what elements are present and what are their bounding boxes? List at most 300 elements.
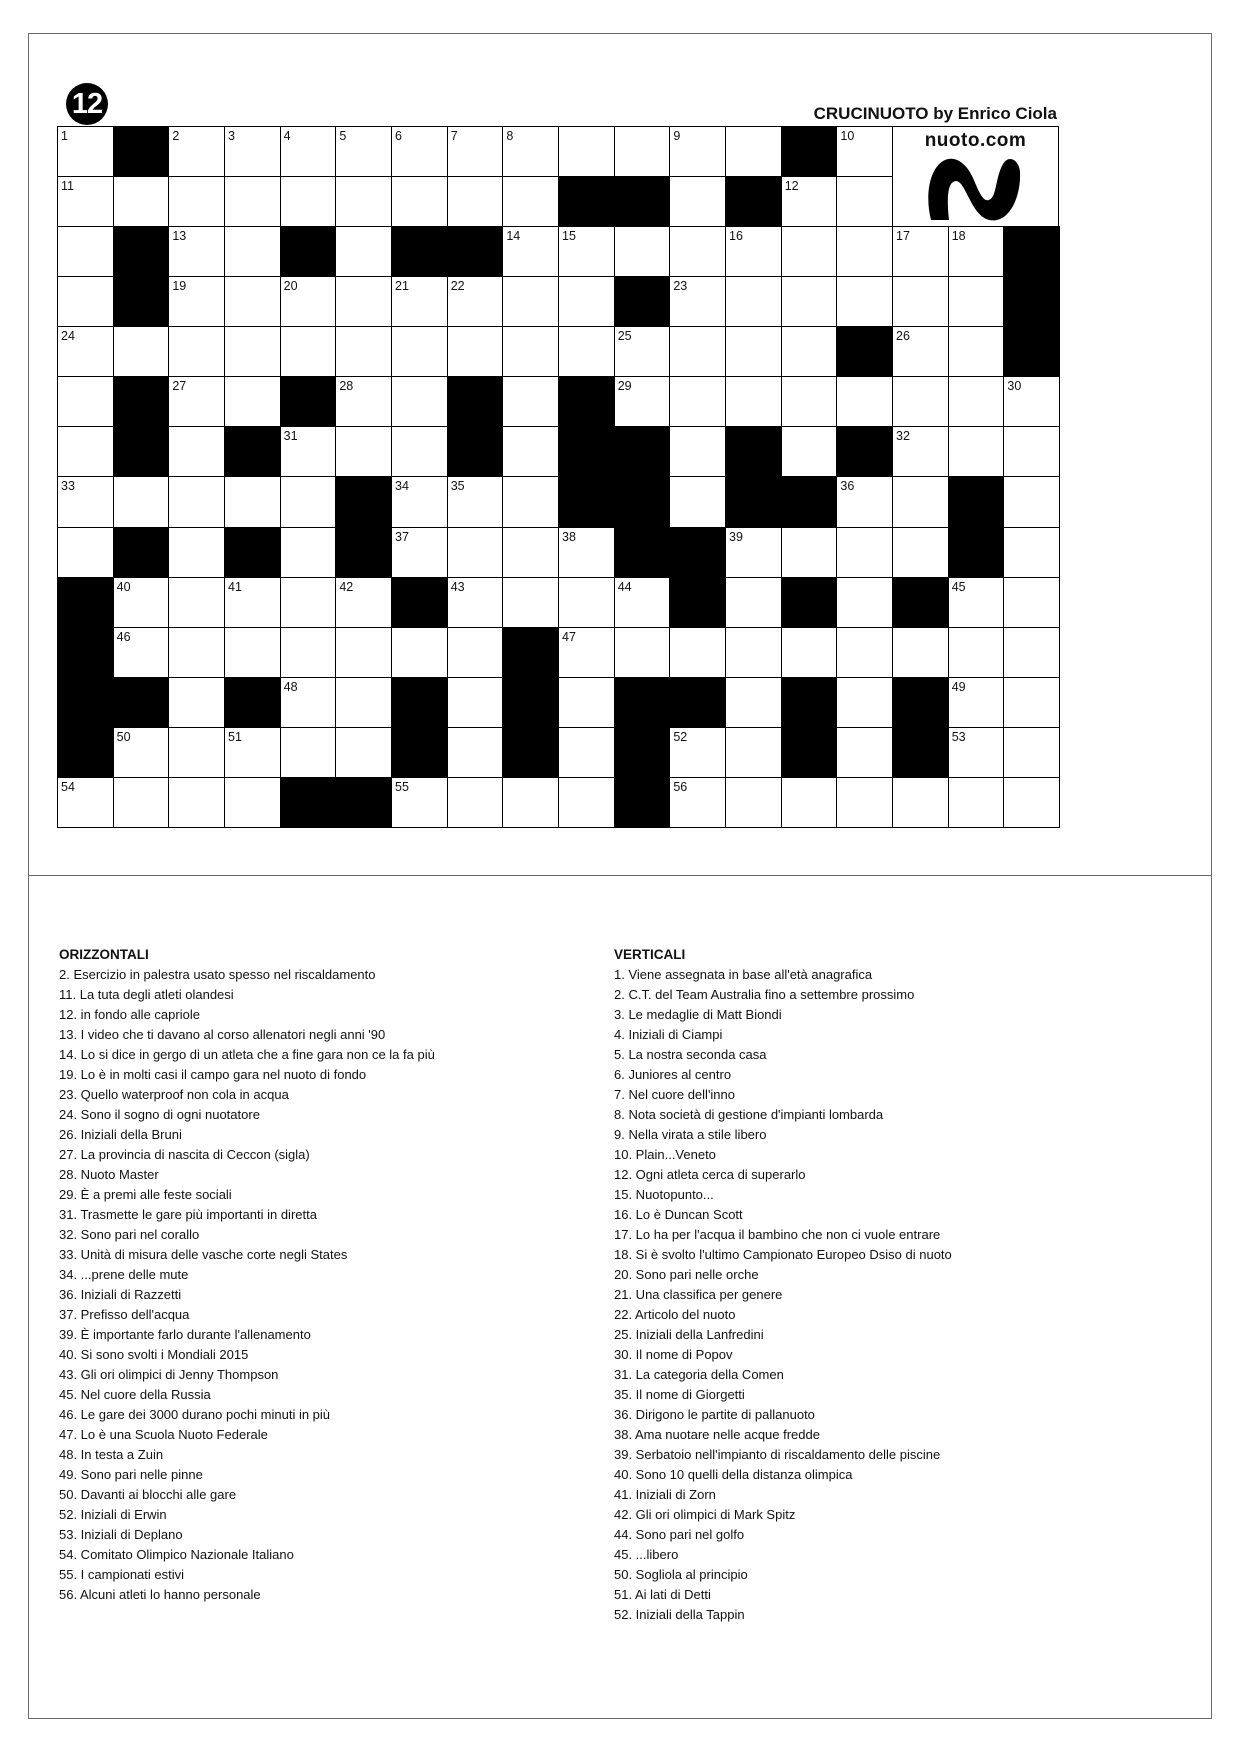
grid-cell[interactable] bbox=[1003, 426, 1060, 477]
down-clue: 12. Ogni atleta cerca di superarlo bbox=[614, 1167, 806, 1182]
clue-number: 22 bbox=[450, 279, 465, 294]
grid-cell[interactable] bbox=[447, 577, 504, 628]
grid-cell[interactable] bbox=[335, 627, 392, 678]
grid-cell[interactable] bbox=[558, 627, 615, 678]
black-cell bbox=[57, 577, 114, 628]
grid-cell[interactable] bbox=[447, 727, 504, 778]
grid-cell[interactable] bbox=[224, 627, 281, 678]
down-clue: 4. Iniziali di Ciampi bbox=[614, 1027, 723, 1042]
grid-cell[interactable] bbox=[168, 677, 225, 728]
grid-cell[interactable] bbox=[725, 376, 782, 427]
grid-cell[interactable] bbox=[558, 527, 615, 578]
down-clue: 10. Plain...Veneto bbox=[614, 1147, 716, 1162]
clue-number: 18 bbox=[951, 229, 966, 244]
grid-cell[interactable] bbox=[1003, 577, 1060, 628]
grid-cell[interactable] bbox=[836, 727, 893, 778]
across-clue: 29. È a premi alle feste sociali bbox=[59, 1187, 232, 1202]
across-clue: 33. Unità di misura delle vasche corte negli States bbox=[59, 1247, 348, 1262]
grid-cell[interactable] bbox=[892, 777, 949, 828]
grid-cell[interactable] bbox=[836, 276, 893, 327]
grid-cell[interactable] bbox=[57, 376, 114, 427]
across-clue: 53. Iniziali di Deplano bbox=[59, 1527, 183, 1542]
grid-cell[interactable] bbox=[614, 577, 671, 628]
grid-cell[interactable] bbox=[391, 126, 448, 177]
grid-cell[interactable] bbox=[892, 426, 949, 477]
grid-cell[interactable] bbox=[948, 727, 1005, 778]
black-cell bbox=[725, 176, 782, 227]
grid-cell[interactable] bbox=[335, 126, 392, 177]
grid-cell[interactable] bbox=[391, 777, 448, 828]
across-clue: 28. Nuoto Master bbox=[59, 1167, 159, 1182]
grid-cell[interactable] bbox=[57, 176, 114, 227]
grid-cell[interactable] bbox=[948, 677, 1005, 728]
grid-cell[interactable] bbox=[391, 426, 448, 477]
grid-cell[interactable] bbox=[447, 527, 504, 578]
grid-cell[interactable] bbox=[57, 276, 114, 327]
across-clue: 34. ...prene delle mute bbox=[59, 1267, 189, 1282]
grid-cell[interactable] bbox=[1003, 476, 1060, 527]
grid-cell[interactable] bbox=[781, 276, 838, 327]
grid-cell[interactable] bbox=[57, 126, 114, 177]
across-clue: 45. Nel cuore della Russia bbox=[59, 1387, 211, 1402]
clue-number: 51 bbox=[228, 729, 242, 744]
grid-cell[interactable] bbox=[280, 627, 337, 678]
down-clue: 45. ...libero bbox=[614, 1547, 679, 1562]
clue-number: 23 bbox=[673, 279, 688, 294]
clue-number: 31 bbox=[283, 429, 298, 444]
grid-cell[interactable] bbox=[836, 577, 893, 628]
grid-cell[interactable] bbox=[669, 627, 726, 678]
clue-number: 53 bbox=[951, 729, 966, 744]
across-list bbox=[59, 965, 435, 1605]
grid-cell[interactable] bbox=[614, 376, 671, 427]
grid-cell[interactable] bbox=[335, 426, 392, 477]
grid-cell[interactable] bbox=[168, 727, 225, 778]
black-cell bbox=[614, 527, 671, 578]
grid-cell[interactable] bbox=[391, 326, 448, 377]
grid-cell[interactable] bbox=[948, 326, 1005, 377]
clue-number: 28 bbox=[339, 379, 354, 394]
grid-cell[interactable] bbox=[614, 126, 671, 177]
grid-cell[interactable] bbox=[725, 577, 782, 628]
grid-cell[interactable] bbox=[224, 476, 281, 527]
grid-cell[interactable] bbox=[614, 627, 671, 678]
grid-cell[interactable] bbox=[948, 376, 1005, 427]
grid-cell[interactable] bbox=[558, 727, 615, 778]
clue-number: 50 bbox=[116, 729, 131, 744]
grid-cell[interactable] bbox=[1003, 376, 1060, 427]
grid-cell[interactable] bbox=[781, 176, 838, 227]
grid-cell[interactable] bbox=[335, 677, 392, 728]
grid-cell[interactable] bbox=[113, 777, 170, 828]
black-cell bbox=[113, 276, 170, 327]
grid-cell[interactable] bbox=[168, 577, 225, 628]
grid-cell[interactable] bbox=[669, 426, 726, 477]
black-cell bbox=[669, 677, 726, 728]
down-clue: 40. Sono 10 quelli della distanza olimpica bbox=[614, 1467, 853, 1482]
down-heading: VERTICALI bbox=[614, 947, 686, 962]
grid-cell[interactable] bbox=[224, 276, 281, 327]
grid-cell[interactable] bbox=[725, 326, 782, 377]
grid-cell[interactable] bbox=[113, 577, 170, 628]
grid-cell[interactable] bbox=[280, 176, 337, 227]
grid-cell[interactable] bbox=[558, 226, 615, 277]
nuoto-logo bbox=[893, 126, 1059, 226]
grid-cell[interactable] bbox=[836, 476, 893, 527]
grid-cell[interactable] bbox=[836, 677, 893, 728]
grid-cell[interactable] bbox=[168, 326, 225, 377]
grid-cell[interactable] bbox=[948, 226, 1005, 277]
grid-cell[interactable] bbox=[892, 627, 949, 678]
clue-number: 26 bbox=[896, 329, 910, 344]
grid-cell[interactable] bbox=[725, 627, 782, 678]
grid-cell[interactable] bbox=[948, 627, 1005, 678]
grid-cell[interactable] bbox=[502, 577, 559, 628]
grid-cell[interactable] bbox=[447, 777, 504, 828]
grid-cell[interactable] bbox=[892, 326, 949, 377]
down-clue: 7. Nel cuore dell'inno bbox=[614, 1087, 735, 1102]
grid-cell[interactable] bbox=[168, 527, 225, 578]
grid-cell[interactable] bbox=[669, 727, 726, 778]
black-cell bbox=[558, 426, 615, 477]
across-clue: 47. Lo è una Scuola Nuoto Federale bbox=[59, 1427, 268, 1442]
grid-cell[interactable] bbox=[335, 276, 392, 327]
grid-cell[interactable] bbox=[669, 226, 726, 277]
grid-cell[interactable] bbox=[1003, 777, 1060, 828]
grid-cell[interactable] bbox=[614, 326, 671, 377]
grid-cell[interactable] bbox=[558, 326, 615, 377]
clue-number: 46 bbox=[116, 629, 131, 644]
black-cell bbox=[1003, 276, 1060, 327]
grid-cell[interactable] bbox=[948, 577, 1005, 628]
grid-cell[interactable] bbox=[335, 577, 392, 628]
grid-cell[interactable] bbox=[224, 126, 281, 177]
black-cell bbox=[113, 426, 170, 477]
down-clue: 51. Ai lati di Detti bbox=[614, 1587, 711, 1602]
clue-number: 52 bbox=[673, 729, 688, 744]
black-cell bbox=[113, 677, 170, 728]
black-cell bbox=[725, 426, 782, 477]
black-cell bbox=[224, 527, 281, 578]
clue-number: 41 bbox=[228, 579, 242, 594]
clue-number: 9 bbox=[673, 129, 681, 143]
black-cell bbox=[614, 727, 671, 778]
grid-cell[interactable] bbox=[502, 476, 559, 527]
down-clue: 15. Nuotopunto... bbox=[614, 1187, 714, 1202]
grid-cell[interactable] bbox=[113, 176, 170, 227]
down-clues bbox=[614, 945, 952, 1625]
grid-cell[interactable] bbox=[391, 276, 448, 327]
grid-cell[interactable] bbox=[558, 276, 615, 327]
down-clue: 20. Sono pari nelle orche bbox=[614, 1267, 759, 1282]
clue-number: 55 bbox=[395, 779, 409, 794]
grid-cell[interactable] bbox=[948, 777, 1005, 828]
grid-cell[interactable] bbox=[836, 226, 893, 277]
grid-cell[interactable] bbox=[948, 276, 1005, 327]
grid-cell[interactable] bbox=[280, 527, 337, 578]
grid-cell[interactable] bbox=[113, 627, 170, 678]
clue-number: 48 bbox=[283, 679, 298, 694]
grid-cell[interactable] bbox=[168, 376, 225, 427]
grid-cell[interactable] bbox=[669, 777, 726, 828]
grid-cell[interactable] bbox=[725, 126, 782, 177]
grid-cell[interactable] bbox=[669, 326, 726, 377]
crossword-grid bbox=[57, 126, 1059, 827]
grid-cell[interactable] bbox=[781, 226, 838, 277]
clue-number: 37 bbox=[395, 529, 409, 544]
grid-cell[interactable] bbox=[502, 176, 559, 227]
grid-cell[interactable] bbox=[168, 126, 225, 177]
grid-cell[interactable] bbox=[892, 527, 949, 578]
grid-cell[interactable] bbox=[57, 527, 114, 578]
grid-cell[interactable] bbox=[725, 727, 782, 778]
grid-cell[interactable] bbox=[447, 126, 504, 177]
grid-cell[interactable] bbox=[1003, 727, 1060, 778]
grid-cell[interactable] bbox=[57, 476, 114, 527]
grid-cell[interactable] bbox=[57, 777, 114, 828]
grid-cell[interactable] bbox=[669, 176, 726, 227]
grid-cell[interactable] bbox=[836, 627, 893, 678]
across-clue: 2. Esercizio in palestra usato spesso nel riscaldamento bbox=[59, 967, 376, 982]
down-clue: 5. La nostra seconda casa bbox=[614, 1047, 767, 1062]
grid-cell[interactable] bbox=[280, 426, 337, 477]
across-clue: 39. È importante farlo durante l'allenamento bbox=[59, 1327, 311, 1342]
grid-cell[interactable] bbox=[447, 176, 504, 227]
black-cell bbox=[558, 376, 615, 427]
clue-number: 17 bbox=[896, 229, 910, 244]
grid-cell[interactable] bbox=[280, 727, 337, 778]
across-clue: 50. Davanti ai blocchi alle gare bbox=[59, 1487, 237, 1502]
clue-number: 35 bbox=[450, 479, 465, 494]
grid-cell[interactable] bbox=[948, 426, 1005, 477]
clue-number: 49 bbox=[951, 679, 966, 694]
across-clue: 55. I campionati estivi bbox=[59, 1567, 185, 1582]
grid-cell[interactable] bbox=[335, 376, 392, 427]
black-cell bbox=[113, 527, 170, 578]
grid-cell[interactable] bbox=[224, 176, 281, 227]
clue-number: 42 bbox=[339, 579, 354, 594]
grid-cell[interactable] bbox=[113, 476, 170, 527]
grid-cell[interactable] bbox=[502, 376, 559, 427]
grid-cell[interactable] bbox=[892, 476, 949, 527]
grid-cell[interactable] bbox=[447, 677, 504, 728]
grid-cell[interactable] bbox=[614, 226, 671, 277]
grid-cell[interactable] bbox=[280, 677, 337, 728]
down-clue: 8. Nota società di gestione d'impianti lombarda bbox=[614, 1107, 884, 1122]
clue-number: 19 bbox=[172, 279, 187, 294]
grid-cell[interactable] bbox=[57, 426, 114, 477]
down-clue: 52. Iniziali della Tappin bbox=[614, 1607, 745, 1622]
grid-cell[interactable] bbox=[502, 126, 559, 177]
grid-cell[interactable] bbox=[781, 627, 838, 678]
grid-cell[interactable] bbox=[391, 176, 448, 227]
across-clue: 12. in fondo alle capriole bbox=[59, 1007, 200, 1022]
black-cell bbox=[781, 476, 838, 527]
grid-cell[interactable] bbox=[168, 777, 225, 828]
black-cell bbox=[948, 476, 1005, 527]
black-cell bbox=[614, 677, 671, 728]
grid-cell[interactable] bbox=[447, 326, 504, 377]
clue-number: 10 bbox=[840, 129, 855, 143]
grid-cell[interactable] bbox=[781, 777, 838, 828]
clue-number: 20 bbox=[283, 279, 298, 294]
grid-cell[interactable] bbox=[892, 226, 949, 277]
grid-cell[interactable] bbox=[669, 276, 726, 327]
down-clue: 18. Si è svolto l'ultimo Campionato Europeo Dsiso di nuoto bbox=[614, 1247, 952, 1262]
grid-cell[interactable] bbox=[57, 326, 114, 377]
grid-cell[interactable] bbox=[781, 326, 838, 377]
down-clue: 42. Gli ori olimpici di Mark Spitz bbox=[614, 1507, 796, 1522]
down-clue: 22. Articolo del nuoto bbox=[614, 1307, 736, 1322]
grid-cell[interactable] bbox=[57, 226, 114, 277]
down-list bbox=[614, 965, 952, 1625]
grid-cell[interactable] bbox=[168, 627, 225, 678]
grid-cell[interactable] bbox=[168, 476, 225, 527]
black-cell bbox=[781, 577, 838, 628]
clue-number: 15 bbox=[562, 229, 576, 244]
clue-number: 5 bbox=[339, 129, 347, 143]
clue-number: 45 bbox=[951, 579, 966, 594]
black-cell bbox=[391, 677, 448, 728]
grid-cell[interactable] bbox=[781, 426, 838, 477]
grid-cell[interactable] bbox=[335, 727, 392, 778]
down-clue: 6. Juniores al centro bbox=[614, 1067, 732, 1082]
down-clue: 38. Ama nuotare nelle acque fredde bbox=[614, 1427, 820, 1442]
down-clue: 31. La categoria della Comen bbox=[614, 1367, 784, 1382]
grid-cell[interactable] bbox=[558, 677, 615, 728]
grid-cell[interactable] bbox=[725, 276, 782, 327]
grid-cell[interactable] bbox=[335, 176, 392, 227]
grid-cell[interactable] bbox=[892, 276, 949, 327]
black-cell bbox=[892, 577, 949, 628]
black-cell bbox=[836, 426, 893, 477]
grid-cell[interactable] bbox=[1003, 677, 1060, 728]
grid-cell[interactable] bbox=[224, 577, 281, 628]
grid-cell[interactable] bbox=[447, 276, 504, 327]
grid-cell[interactable] bbox=[447, 627, 504, 678]
grid-cell[interactable] bbox=[836, 176, 893, 227]
across-clue: 56. Alcuni atleti lo hanno personale bbox=[59, 1587, 261, 1602]
grid-cell[interactable] bbox=[725, 677, 782, 728]
grid-cell[interactable] bbox=[280, 326, 337, 377]
grid-cell[interactable] bbox=[113, 326, 170, 377]
black-cell bbox=[614, 276, 671, 327]
grid-cell[interactable] bbox=[836, 126, 893, 177]
black-cell bbox=[280, 777, 337, 828]
across-clue: 23. Quello waterproof non cola in acqua bbox=[59, 1087, 289, 1102]
grid-cell[interactable] bbox=[168, 426, 225, 477]
across-clue: 54. Comitato Olimpico Nazionale Italiano bbox=[59, 1547, 294, 1562]
black-cell bbox=[781, 677, 838, 728]
clue-number: 8 bbox=[506, 129, 514, 143]
across-clue: 27. La provincia di nascita di Ceccon (sigla) bbox=[59, 1147, 310, 1162]
grid-cell[interactable] bbox=[836, 376, 893, 427]
grid-cell[interactable] bbox=[502, 527, 559, 578]
grid-cell[interactable] bbox=[892, 376, 949, 427]
grid-cell[interactable] bbox=[725, 527, 782, 578]
grid-cell[interactable] bbox=[335, 326, 392, 377]
grid-cell[interactable] bbox=[280, 577, 337, 628]
grid-cell[interactable] bbox=[502, 226, 559, 277]
grid-cell[interactable] bbox=[391, 476, 448, 527]
clue-number: 11 bbox=[61, 179, 74, 194]
black-cell bbox=[892, 727, 949, 778]
clue-number: 27 bbox=[172, 379, 187, 394]
grid-cell[interactable] bbox=[224, 326, 281, 377]
across-clue: 24. Sono il sogno di ogni nuotatore bbox=[59, 1107, 260, 1122]
black-cell bbox=[614, 176, 671, 227]
down-clue: 39. Serbatoio nell'impianto di riscaldamento delle piscine bbox=[614, 1447, 941, 1462]
across-clue: 40. Si sono svolti i Mondiali 2015 bbox=[59, 1347, 249, 1362]
puzzle-number-badge: 12 bbox=[66, 83, 108, 125]
grid-cell[interactable] bbox=[669, 476, 726, 527]
grid-cell[interactable] bbox=[391, 527, 448, 578]
clue-number: 4 bbox=[283, 129, 291, 143]
black-cell bbox=[335, 777, 392, 828]
grid-cell[interactable] bbox=[781, 376, 838, 427]
clue-number: 7 bbox=[450, 129, 458, 143]
grid-cell[interactable] bbox=[558, 577, 615, 628]
grid-cell[interactable] bbox=[669, 376, 726, 427]
black-cell bbox=[502, 627, 559, 678]
section-divider bbox=[28, 875, 1212, 876]
grid-cell[interactable] bbox=[168, 176, 225, 227]
grid-cell[interactable] bbox=[558, 777, 615, 828]
across-clue: 36. Iniziali di Razzetti bbox=[59, 1287, 182, 1302]
grid-cell[interactable] bbox=[836, 777, 893, 828]
grid-cell[interactable] bbox=[224, 727, 281, 778]
grid-cell[interactable] bbox=[280, 476, 337, 527]
grid-cell[interactable] bbox=[224, 777, 281, 828]
grid-cell[interactable] bbox=[168, 276, 225, 327]
down-clue: 41. Iniziali di Zorn bbox=[614, 1487, 716, 1502]
grid-cell[interactable] bbox=[502, 777, 559, 828]
grid-cell[interactable] bbox=[224, 226, 281, 277]
grid-cell[interactable] bbox=[280, 276, 337, 327]
grid-cell[interactable] bbox=[502, 276, 559, 327]
down-clue: 36. Dirigono le partite di pallanuoto bbox=[614, 1407, 815, 1422]
black-cell bbox=[335, 476, 392, 527]
clue-number: 14 bbox=[506, 229, 521, 244]
grid-cell[interactable] bbox=[502, 426, 559, 477]
clue-number: 33 bbox=[61, 479, 75, 494]
grid-cell[interactable] bbox=[836, 527, 893, 578]
grid-cell[interactable] bbox=[1003, 527, 1060, 578]
nuoto-n-logo-icon bbox=[923, 156, 1023, 222]
grid-cell[interactable] bbox=[168, 226, 225, 277]
across-clue: 26. Iniziali della Bruni bbox=[59, 1127, 182, 1142]
logo-text: nuoto.com bbox=[924, 130, 1027, 151]
grid-cell[interactable] bbox=[502, 326, 559, 377]
puzzle-title: CRUCINUOTO by Enrico Ciola bbox=[813, 104, 1057, 123]
grid-cell[interactable] bbox=[280, 126, 337, 177]
grid-cell[interactable] bbox=[391, 627, 448, 678]
grid-cell[interactable] bbox=[781, 527, 838, 578]
grid-cell[interactable] bbox=[224, 376, 281, 427]
grid-cell[interactable] bbox=[1003, 627, 1060, 678]
grid-cell[interactable] bbox=[335, 226, 392, 277]
black-cell bbox=[948, 527, 1005, 578]
grid-cell[interactable] bbox=[558, 126, 615, 177]
grid-cell[interactable] bbox=[725, 777, 782, 828]
across-clue: 48. In testa a Zuin bbox=[59, 1447, 164, 1462]
grid-cell[interactable] bbox=[725, 226, 782, 277]
grid-cell[interactable] bbox=[113, 727, 170, 778]
black-cell bbox=[391, 727, 448, 778]
grid-cell[interactable] bbox=[391, 376, 448, 427]
grid-cell[interactable] bbox=[669, 126, 726, 177]
grid-cell[interactable] bbox=[447, 476, 504, 527]
